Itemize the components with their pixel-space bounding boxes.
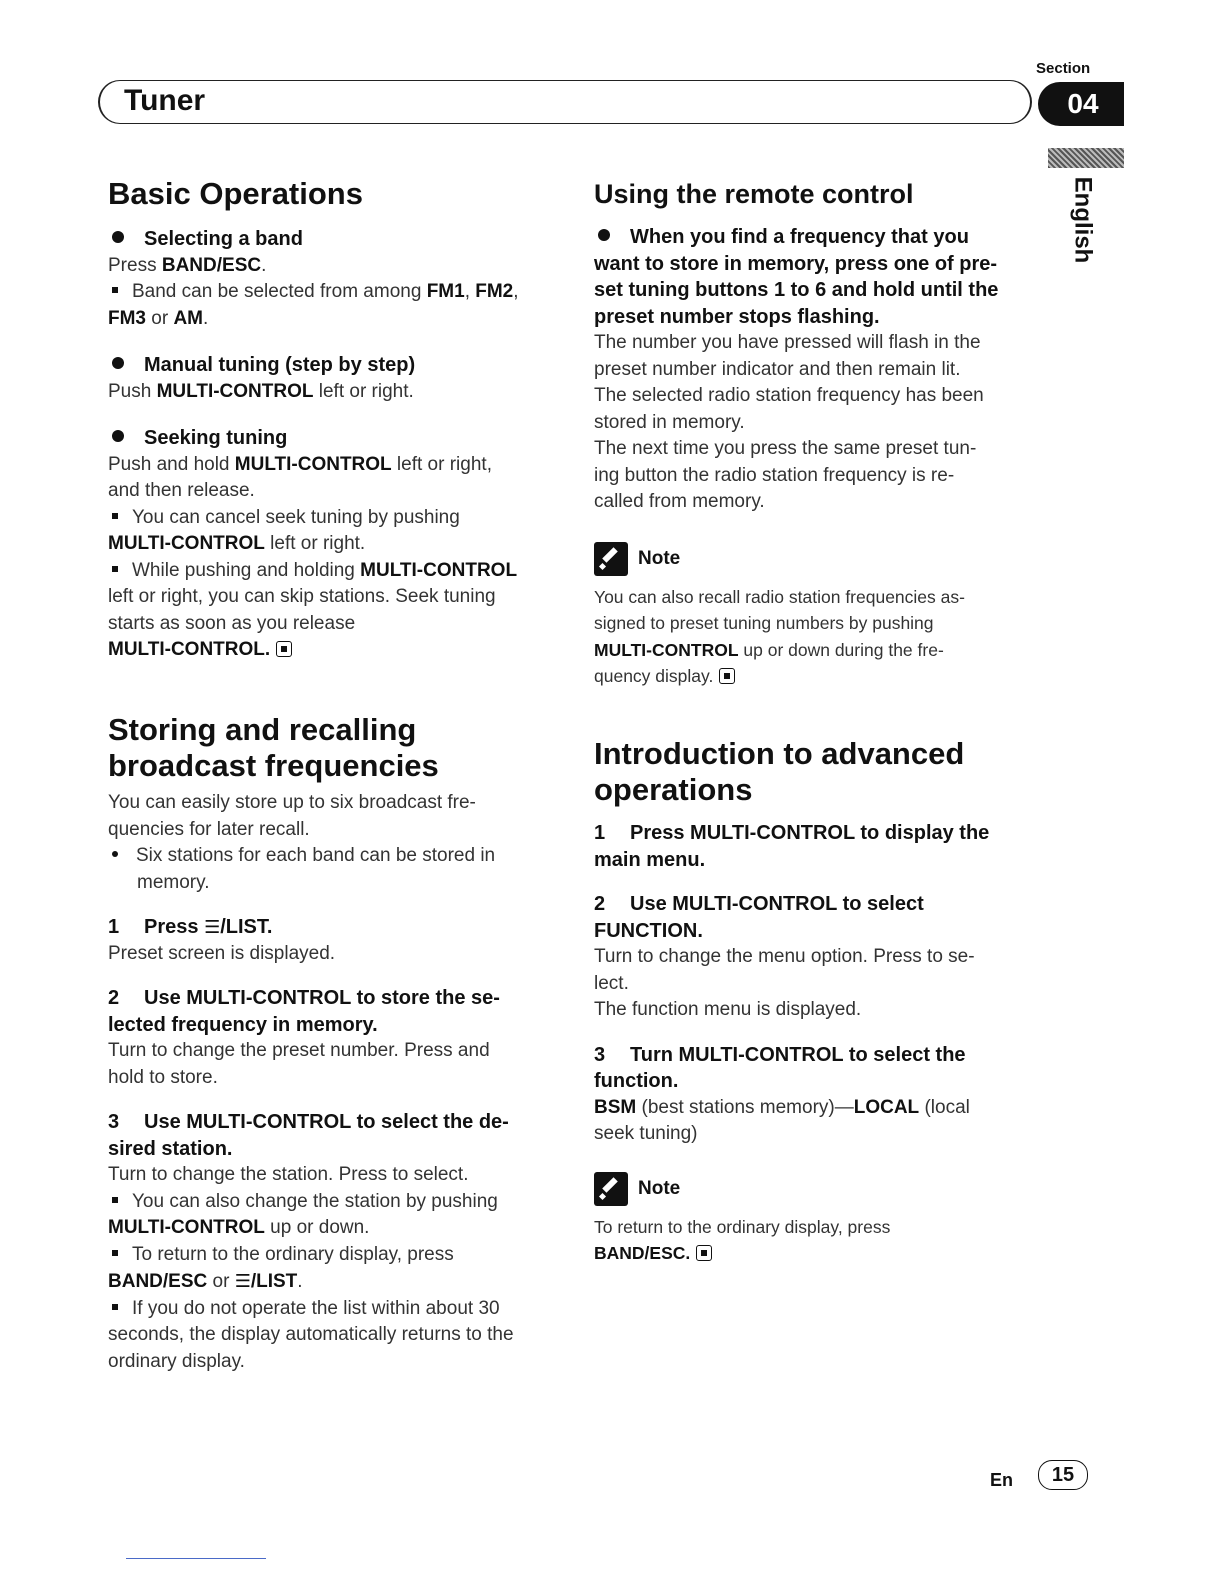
remote-body-6: ing button the radio station frequency is re- [594,464,955,486]
storing-title-line2: broadcast frequencies [108,748,439,783]
seek-note-2-line3: starts as soon as you release [108,612,356,634]
seek-instruction: Push and hold MULTI-CONTROL left or right, [108,453,492,475]
advanced-title-line2: operations [594,772,753,807]
storing-step-3: 3 Use MULTI-CONTROL to select the de- [108,1111,509,1133]
seek-note-1: You can cancel seek tuning by pushing [108,505,548,532]
band-note: Band can be selected from among FM1, FM2, [108,279,548,306]
language-tab [1040,172,1124,268]
advanced-step-2-body1: Turn to change the menu option. Press to se- [594,946,975,967]
remote-note-line2: signed to preset tuning numbers by pushing [594,613,934,633]
advanced-section [594,736,1034,1267]
list-icon: ☰ [234,1271,251,1291]
advanced-step-3-body2: seek tuning) [594,1123,698,1144]
remote-note-line4: quency display. [594,663,1034,690]
band-heading [108,226,548,253]
storing-bullet-cont: memory. [137,871,210,893]
remote-body-4: stored in memory. [594,411,745,433]
footer-language: En [990,1470,1014,1490]
advanced-step-2-body2: lect. [594,972,629,994]
remote-body-7: called from memory. [594,491,765,512]
remote-heading-line4: preset number stops flashing. [594,305,880,328]
square-bullet-icon [112,513,118,519]
bullet-icon [112,430,124,442]
remote-heading-line3: set tuning buttons 1 to 6 and hold until the [594,279,999,301]
remote-body-2: preset number indicator and then remain lit. [594,358,961,380]
band-instruction: Press BAND/ESC. [108,254,267,276]
storing-step-3-body: Turn to change the station. Press to select. [108,1164,469,1185]
note-pencil-icon [594,542,628,576]
remote-body-5: The next time you press the same preset tun- [594,438,977,459]
advanced-step-3-cont: function. [594,1070,679,1092]
storing-section [108,712,548,1375]
basic-operations-section [108,176,548,664]
basic-operations-title: Basic Operations [108,176,363,211]
square-bullet-icon [112,1304,118,1310]
advanced-step-1: 1 Press MULTI-CONTROL to display the [594,822,990,844]
storing-note-1: You can also change the station by pushing [108,1189,548,1216]
page-title: Tuner [124,84,206,117]
storing-note-2-cont: BAND/ESC or ☰/LIST. [108,1271,303,1292]
bullet-icon [598,229,610,241]
storing-step-1-body: Preset screen is displayed. [108,942,336,964]
advanced-step-2: 2 Use MULTI-CONTROL to select [594,893,924,915]
advanced-step-3-body: BSM (best stations memory)—LOCAL (local [594,1096,970,1118]
advanced-step-3: 3 Turn MULTI-CONTROL to select the [594,1043,966,1066]
seek-note-2-line2: left or right, you can skip stations. Seek tuning [108,586,496,607]
advanced-step-2-cont: FUNCTION. [594,919,703,942]
header-frame [98,80,1032,124]
band-heading-text: Selecting a band [144,228,303,250]
band-note-cont: FM3 or AM. [108,307,209,329]
section-number-badge: 04 [1038,82,1124,126]
manual-tuning-instruction: Push MULTI-CONTROL left or right. [108,380,414,402]
storing-step-2-cont: lected frequency in memory. [108,1013,378,1036]
seek-note-2: While pushing and holding MULTI-CONTROL [108,558,548,585]
advanced-note-heading: Note [594,1172,1034,1206]
note-pencil-icon [594,1172,628,1206]
square-bullet-icon [112,1250,118,1256]
remote-body-3: The selected radio station frequency has been [594,385,984,406]
seek-note-1-cont: MULTI-CONTROL left or right. [108,533,366,554]
storing-note-3: If you do not operate the list within about 30 [108,1296,548,1323]
bullet-icon [112,851,118,857]
advanced-note-line2: BAND/ESC. [594,1240,1034,1267]
storing-title-line1: Storing and recalling [108,712,417,747]
storing-step-3-cont: sired station. [108,1137,233,1160]
storing-intro-line2: quencies for later recall. [108,818,310,840]
seek-note-2-line4: MULTI-CONTROL. [108,637,548,664]
end-of-section-icon [719,668,735,684]
advanced-note-line1: To return to the ordinary display, press [594,1216,891,1237]
footer-rule [126,1558,266,1559]
advanced-step-1-cont: main menu. [594,848,706,871]
end-of-section-icon [696,1245,712,1261]
remote-heading-line2: want to store in memory, press one of pre- [594,252,998,275]
storing-step-2-body2: hold to store. [108,1066,218,1088]
list-icon: ☰ [204,917,221,937]
square-bullet-icon [112,1197,118,1203]
remote-control-title: Using the remote control [594,179,914,209]
remote-note-line3: MULTI-CONTROL up or down during the fre- [594,639,944,660]
storing-note-2: To return to the ordinary display, press [108,1242,548,1269]
end-of-section-icon [276,641,292,657]
seek-instruction-cont: and then release. [108,480,255,501]
advanced-step-2-body3: The function menu is displayed. [594,999,862,1020]
storing-note-3-line3: ordinary display. [108,1350,245,1372]
square-bullet-icon [112,287,118,293]
seek-tuning-heading: Seeking tuning [108,425,548,452]
storing-step-2: 2 Use MULTI-CONTROL to store the se- [108,987,500,1009]
storing-note-1-cont: MULTI-CONTROL up or down. [108,1217,370,1238]
manual-tuning-heading: Manual tuning (step by step) [108,352,548,379]
remote-note-line1: You can also recall radio station frequencies as- [594,586,965,607]
storing-step-2-body1: Turn to change the preset number. Press and [108,1040,490,1061]
square-bullet-icon [112,566,118,572]
advanced-title-line1: Introduction to advanced [594,736,965,771]
bullet-icon [112,231,124,243]
storing-intro-line1: You can easily store up to six broadcast fre- [108,792,476,813]
storing-bullet: Six stations for each band can be stored in [108,843,548,870]
remote-body-1: The number you have pressed will flash in the [594,332,981,353]
storing-step-1: 1 Press ☰/LIST. [108,916,273,938]
section-label: Section [1036,60,1091,77]
storing-note-3-line2: seconds, the display automatically returns to the [108,1324,514,1345]
remote-heading-line1: When you find a frequency that you [594,224,1034,251]
language-tab-pattern [1048,148,1124,168]
remote-note-heading: Note [594,542,1034,576]
language-label: English [1069,176,1097,264]
remote-control-section [594,176,1034,690]
page-number: 15 [1038,1460,1088,1490]
bullet-icon [112,357,124,369]
